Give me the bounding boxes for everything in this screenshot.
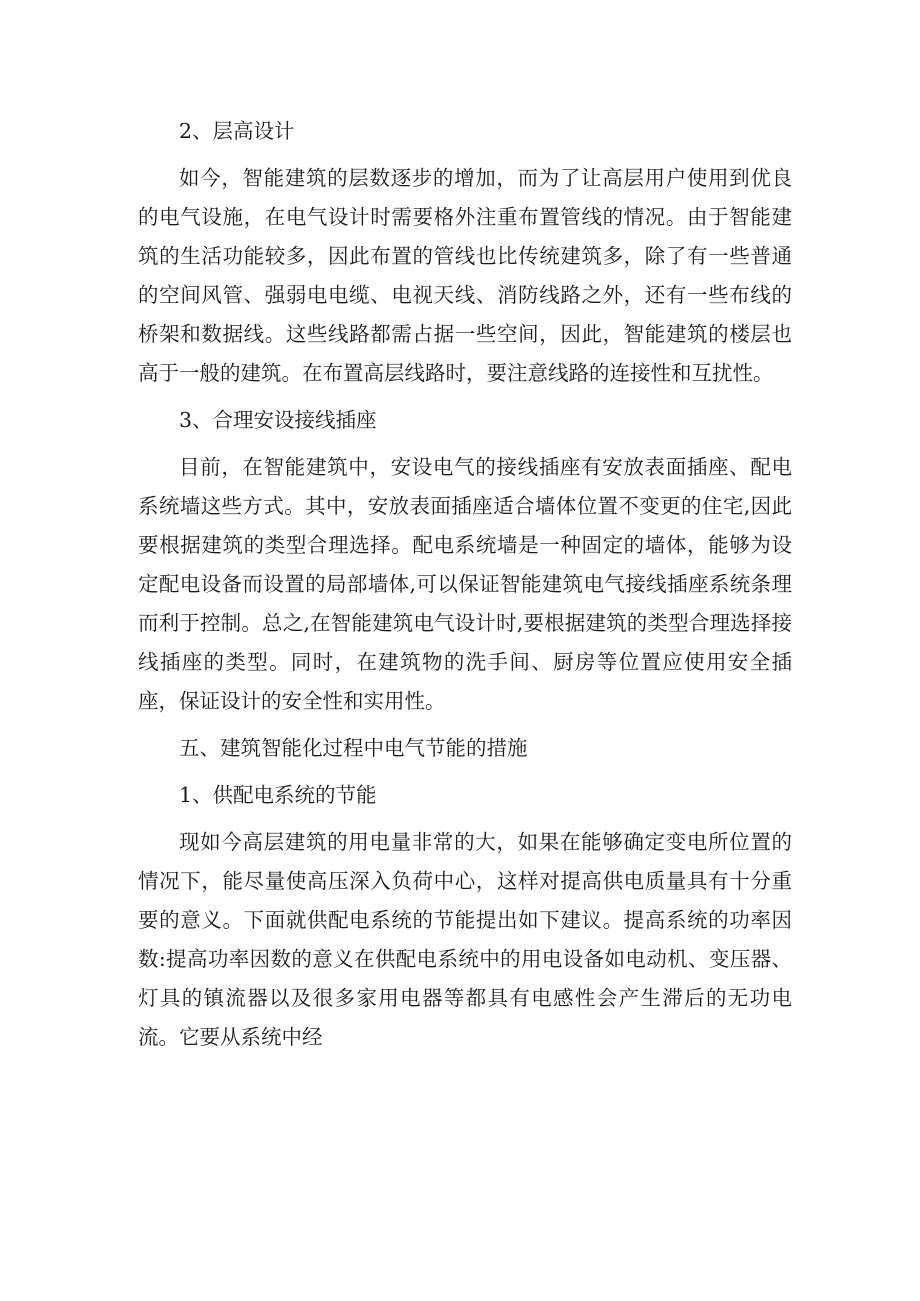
- body-paragraph: 目前，在智能建筑中，安设电气的接线插座有安放表面插座、配电系统墙这些方式。其中，安放表面插座适合墙体位置不变更的住宅,因此要根据建筑的类型合理选择。配电系统墙是一种固定的墙体，能够为设定配电设备而设置的局部墙体,可以保证智能建筑电气接线插座系统条理而利于控制。总之,在智能建筑电气设计时,要根据建筑的类型合理选择接线插座的类型。同时，在建筑物的洗手间、厨房等位置应使用安全插座，保证设计的安全性和实用性。: [138, 455, 792, 713]
- section-heading: 2、层高设计: [179, 119, 295, 143]
- section-heading: 3、合理安设接线插座: [179, 408, 377, 432]
- body-paragraph: 现如今高层建筑的用电量非常的大，如果在能够确定变电所位置的情况下，能尽量使高压深入负荷中心，这样对提高供电质量具有十分重要的意义。下面就供配电系统的节能提出如下建议。提高系统的功率因数:提高功率因数的意义在供配电系统中的用电设备如电动机、变压器、灯具的镇流器以及很多家用电器等都具有电感性会产生滞后的无功电流。它要从系统中经: [138, 830, 792, 1049]
- chapter-heading: 五、建筑智能化过程中电气节能的措施: [179, 736, 528, 760]
- section-heading: 1、供配电系统的节能: [179, 783, 377, 807]
- body-paragraph: 如今，智能建筑的层数逐步的增加，而为了让高层用户使用到优良的电气设施，在电气设计时需要格外注重布置管线的情况。由于智能建筑的生活功能较多，因此布置的管线也比传统建筑多，除了有一些普通的空间风管、强弱电电缆、电视天线、消防线路之外，还有一些布线的桥架和数据线。这些线路都需占据一些空间，因此，智能建筑的楼层也高于一般的建筑。在布置高层线路时，要注意线路的连接性和互扰性。: [138, 166, 792, 385]
- document-body: [138, 112, 792, 1065]
